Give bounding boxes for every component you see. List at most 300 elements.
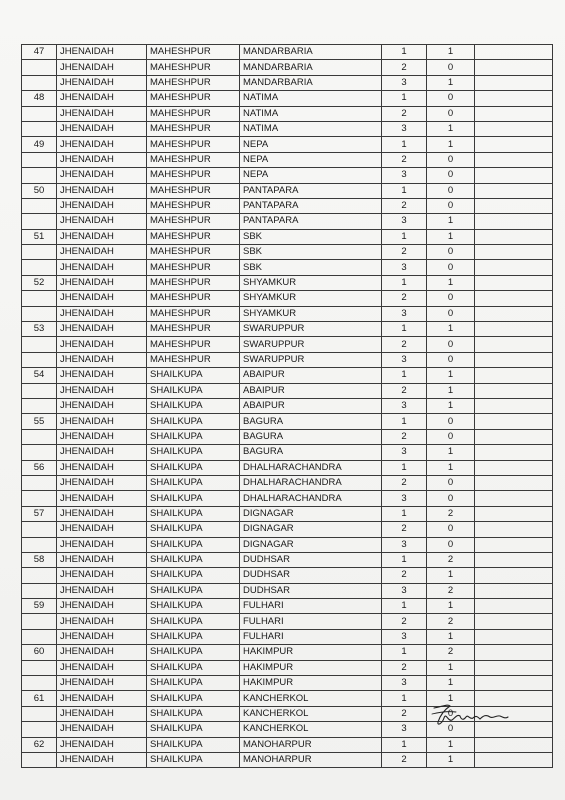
district-cell: JHENAIDAH [57, 706, 147, 721]
ward-cell: 3 [382, 260, 427, 275]
table-row [22, 460, 553, 475]
roster-body [22, 45, 553, 768]
count-cell: 1 [427, 599, 475, 614]
district-cell: JHENAIDAH [57, 722, 147, 737]
table-row [22, 91, 553, 106]
ward-cell: 1 [382, 506, 427, 521]
union-cell: SWARUPPUR [240, 337, 382, 352]
table-row [22, 337, 553, 352]
upazila-cell: SHAILKUPA [147, 552, 240, 567]
ward-cell: 3 [382, 445, 427, 460]
union-cell: SHYAMKUR [240, 275, 382, 290]
count-cell: 0 [427, 91, 475, 106]
blank-cell [475, 583, 553, 598]
district-cell: JHENAIDAH [57, 398, 147, 413]
upazila-cell: MAHESHPUR [147, 152, 240, 167]
ward-cell: 1 [382, 552, 427, 567]
count-cell: 2 [427, 614, 475, 629]
union-cell: HAKIMPUR [240, 676, 382, 691]
table-row [22, 75, 553, 90]
table-row [22, 629, 553, 644]
ward-cell: 3 [382, 168, 427, 183]
blank-cell [475, 260, 553, 275]
union-cell: NATIMA [240, 106, 382, 121]
district-cell: JHENAIDAH [57, 522, 147, 537]
upazila-cell: MAHESHPUR [147, 183, 240, 198]
upazila-cell: MAHESHPUR [147, 137, 240, 152]
count-cell: 1 [427, 445, 475, 460]
count-cell: 2 [427, 645, 475, 660]
union-cell: MANDARBARIA [240, 45, 382, 60]
upazila-cell: SHAILKUPA [147, 414, 240, 429]
table-row [22, 245, 553, 260]
blank-cell [475, 506, 553, 521]
upazila-cell: SHAILKUPA [147, 506, 240, 521]
ward-cell: 3 [382, 676, 427, 691]
upazila-cell: MAHESHPUR [147, 260, 240, 275]
union-cell: MANOHARPUR [240, 752, 382, 767]
table-row [22, 676, 553, 691]
count-cell: 2 [427, 583, 475, 598]
upazila-cell: SHAILKUPA [147, 645, 240, 660]
district-cell: JHENAIDAH [57, 583, 147, 598]
count-cell: 1 [427, 660, 475, 675]
ward-cell: 2 [382, 660, 427, 675]
ward-cell: 3 [382, 629, 427, 644]
district-cell: JHENAIDAH [57, 198, 147, 213]
district-cell: JHENAIDAH [57, 75, 147, 90]
union-cell: NATIMA [240, 121, 382, 136]
union-cell: DHALHARACHANDRA [240, 475, 382, 490]
table-row [22, 491, 553, 506]
district-cell: JHENAIDAH [57, 337, 147, 352]
union-cell: DIGNAGAR [240, 537, 382, 552]
district-cell: JHENAIDAH [57, 383, 147, 398]
count-cell: 1 [427, 691, 475, 706]
serial-cell [22, 568, 57, 583]
serial-cell: 62 [22, 737, 57, 752]
union-cell: SBK [240, 229, 382, 244]
ward-cell: 2 [382, 614, 427, 629]
union-cell: DIGNAGAR [240, 506, 382, 521]
union-cell: SHYAMKUR [240, 291, 382, 306]
serial-cell: 59 [22, 599, 57, 614]
table-row [22, 506, 553, 521]
count-cell: 1 [427, 75, 475, 90]
union-cell: ABAIPUR [240, 383, 382, 398]
upazila-cell: MAHESHPUR [147, 322, 240, 337]
ward-cell: 3 [382, 722, 427, 737]
count-cell: 0 [427, 198, 475, 213]
ward-cell: 2 [382, 198, 427, 213]
serial-cell: 51 [22, 229, 57, 244]
table-row [22, 368, 553, 383]
table-row [22, 137, 553, 152]
count-cell: 0 [427, 260, 475, 275]
district-cell: JHENAIDAH [57, 60, 147, 75]
count-cell: 0 [427, 475, 475, 490]
district-cell: JHENAIDAH [57, 552, 147, 567]
ward-cell: 3 [382, 214, 427, 229]
count-cell: 0 [427, 491, 475, 506]
serial-cell [22, 260, 57, 275]
table-row [22, 198, 553, 213]
table-row [22, 229, 553, 244]
ward-cell: 2 [382, 429, 427, 444]
table-row [22, 352, 553, 367]
union-cell: NATIMA [240, 91, 382, 106]
blank-cell [475, 291, 553, 306]
serial-cell [22, 60, 57, 75]
union-cell: BAGURA [240, 414, 382, 429]
serial-cell [22, 383, 57, 398]
union-cell: SBK [240, 260, 382, 275]
serial-cell: 60 [22, 645, 57, 660]
serial-cell [22, 398, 57, 413]
blank-cell [475, 522, 553, 537]
upazila-cell: SHAILKUPA [147, 629, 240, 644]
count-cell: 1 [427, 322, 475, 337]
count-cell: 0 [427, 60, 475, 75]
serial-cell [22, 75, 57, 90]
union-cell: FULHARI [240, 614, 382, 629]
union-cell: PANTAPARA [240, 183, 382, 198]
table-row [22, 522, 553, 537]
union-cell: ABAIPUR [240, 368, 382, 383]
union-cell: HAKIMPUR [240, 645, 382, 660]
upazila-cell: MAHESHPUR [147, 168, 240, 183]
ward-cell: 2 [382, 60, 427, 75]
table-row [22, 291, 553, 306]
serial-cell [22, 198, 57, 213]
serial-cell: 49 [22, 137, 57, 152]
district-cell: JHENAIDAH [57, 168, 147, 183]
serial-cell [22, 214, 57, 229]
union-cell: SHYAMKUR [240, 306, 382, 321]
district-cell: JHENAIDAH [57, 568, 147, 583]
table-row [22, 660, 553, 675]
district-cell: JHENAIDAH [57, 306, 147, 321]
upazila-cell: SHAILKUPA [147, 614, 240, 629]
blank-cell [475, 168, 553, 183]
count-cell: 0 [427, 306, 475, 321]
table-row [22, 275, 553, 290]
union-cell: DUDHSAR [240, 552, 382, 567]
blank-cell [475, 599, 553, 614]
ward-cell: 2 [382, 383, 427, 398]
table-row [22, 152, 553, 167]
table-row [22, 568, 553, 583]
blank-cell [475, 475, 553, 490]
district-cell: JHENAIDAH [57, 214, 147, 229]
upazila-cell: MAHESHPUR [147, 214, 240, 229]
ward-cell: 2 [382, 706, 427, 721]
table-row [22, 583, 553, 598]
union-cell: MANDARBARIA [240, 60, 382, 75]
ward-cell: 1 [382, 414, 427, 429]
district-cell: JHENAIDAH [57, 121, 147, 136]
district-cell: JHENAIDAH [57, 691, 147, 706]
table-row [22, 445, 553, 460]
ward-cell: 3 [382, 491, 427, 506]
union-cell: FULHARI [240, 629, 382, 644]
serial-cell [22, 676, 57, 691]
blank-cell [475, 137, 553, 152]
count-cell: 1 [427, 275, 475, 290]
upazila-cell: SHAILKUPA [147, 583, 240, 598]
count-cell: 0 [427, 168, 475, 183]
serial-cell [22, 429, 57, 444]
serial-cell: 55 [22, 414, 57, 429]
district-cell: JHENAIDAH [57, 45, 147, 60]
union-cell: KANCHERKOL [240, 706, 382, 721]
serial-cell [22, 306, 57, 321]
ward-cell: 1 [382, 137, 427, 152]
signature-image [430, 700, 510, 730]
blank-cell [475, 368, 553, 383]
count-cell: 0 [427, 706, 475, 721]
count-cell: 0 [427, 522, 475, 537]
upazila-cell: SHAILKUPA [147, 383, 240, 398]
district-cell: JHENAIDAH [57, 737, 147, 752]
district-cell: JHENAIDAH [57, 460, 147, 475]
ward-cell: 2 [382, 475, 427, 490]
union-cell: SWARUPPUR [240, 352, 382, 367]
upazila-cell: SHAILKUPA [147, 398, 240, 413]
union-cell: HAKIMPUR [240, 660, 382, 675]
serial-cell: 50 [22, 183, 57, 198]
serial-cell [22, 752, 57, 767]
union-cell: KANCHERKOL [240, 691, 382, 706]
serial-cell: 47 [22, 45, 57, 60]
district-cell: JHENAIDAH [57, 506, 147, 521]
blank-cell [475, 614, 553, 629]
district-cell: JHENAIDAH [57, 599, 147, 614]
ward-cell: 3 [382, 583, 427, 598]
serial-cell [22, 706, 57, 721]
count-cell: 1 [427, 229, 475, 244]
serial-cell [22, 475, 57, 490]
count-cell: 0 [427, 722, 475, 737]
count-cell: 0 [427, 337, 475, 352]
district-cell: JHENAIDAH [57, 137, 147, 152]
ward-cell: 2 [382, 522, 427, 537]
upazila-cell: SHAILKUPA [147, 691, 240, 706]
ward-cell: 3 [382, 75, 427, 90]
district-cell: JHENAIDAH [57, 429, 147, 444]
count-cell: 1 [427, 676, 475, 691]
serial-cell [22, 121, 57, 136]
district-cell: JHENAIDAH [57, 676, 147, 691]
blank-cell [475, 106, 553, 121]
count-cell: 1 [427, 398, 475, 413]
upazila-cell: MAHESHPUR [147, 121, 240, 136]
union-cell: DIGNAGAR [240, 522, 382, 537]
upazila-cell: SHAILKUPA [147, 460, 240, 475]
upazila-cell: MAHESHPUR [147, 60, 240, 75]
district-cell: JHENAIDAH [57, 106, 147, 121]
blank-cell [475, 445, 553, 460]
table-row [22, 414, 553, 429]
count-cell: 0 [427, 106, 475, 121]
union-cell: MANDARBARIA [240, 75, 382, 90]
district-cell: JHENAIDAH [57, 152, 147, 167]
blank-cell [475, 198, 553, 213]
blank-cell [475, 183, 553, 198]
union-cell: DHALHARACHANDRA [240, 460, 382, 475]
ward-cell: 1 [382, 737, 427, 752]
district-cell: JHENAIDAH [57, 183, 147, 198]
district-cell: JHENAIDAH [57, 752, 147, 767]
count-cell: 1 [427, 368, 475, 383]
serial-cell: 52 [22, 275, 57, 290]
upazila-cell: MAHESHPUR [147, 306, 240, 321]
upazila-cell: MAHESHPUR [147, 352, 240, 367]
serial-cell [22, 337, 57, 352]
ward-cell: 1 [382, 91, 427, 106]
ward-cell: 1 [382, 460, 427, 475]
blank-cell [475, 752, 553, 767]
blank-cell [475, 414, 553, 429]
ward-cell: 1 [382, 599, 427, 614]
blank-cell [475, 45, 553, 60]
district-cell: JHENAIDAH [57, 291, 147, 306]
upazila-cell: MAHESHPUR [147, 245, 240, 260]
table-row [22, 537, 553, 552]
ward-cell: 2 [382, 568, 427, 583]
serial-cell [22, 522, 57, 537]
blank-cell [475, 121, 553, 136]
blank-cell [475, 229, 553, 244]
district-cell: JHENAIDAH [57, 445, 147, 460]
ward-cell: 1 [382, 229, 427, 244]
upazila-cell: MAHESHPUR [147, 91, 240, 106]
table-row [22, 645, 553, 660]
blank-cell [475, 537, 553, 552]
union-cell: DHALHARACHANDRA [240, 491, 382, 506]
serial-cell: 57 [22, 506, 57, 521]
district-cell: JHENAIDAH [57, 629, 147, 644]
serial-cell [22, 106, 57, 121]
table-row [22, 475, 553, 490]
blank-cell [475, 352, 553, 367]
union-cell: DUDHSAR [240, 568, 382, 583]
upazila-cell: SHAILKUPA [147, 676, 240, 691]
table-row [22, 106, 553, 121]
blank-cell [475, 629, 553, 644]
upazila-cell: SHAILKUPA [147, 522, 240, 537]
upazila-cell: SHAILKUPA [147, 568, 240, 583]
blank-cell [475, 214, 553, 229]
count-cell: 0 [427, 414, 475, 429]
union-cell: KANCHERKOL [240, 722, 382, 737]
blank-cell [475, 676, 553, 691]
blank-cell [475, 337, 553, 352]
union-cell: DUDHSAR [240, 583, 382, 598]
table-row [22, 383, 553, 398]
blank-cell [475, 645, 553, 660]
serial-cell: 56 [22, 460, 57, 475]
upazila-cell: MAHESHPUR [147, 106, 240, 121]
blank-cell [475, 91, 553, 106]
upazila-cell: SHAILKUPA [147, 706, 240, 721]
union-cell: FULHARI [240, 599, 382, 614]
blank-cell [475, 398, 553, 413]
serial-cell: 58 [22, 552, 57, 567]
ward-cell: 1 [382, 322, 427, 337]
union-cell: NEPA [240, 152, 382, 167]
union-cell: PANTAPARA [240, 198, 382, 213]
count-cell: 2 [427, 506, 475, 521]
serial-cell [22, 245, 57, 260]
count-cell: 0 [427, 429, 475, 444]
serial-cell [22, 583, 57, 598]
serial-cell [22, 660, 57, 675]
upazila-cell: SHAILKUPA [147, 445, 240, 460]
upazila-cell: MAHESHPUR [147, 45, 240, 60]
table-row [22, 322, 553, 337]
union-cell: ABAIPUR [240, 398, 382, 413]
blank-cell [475, 322, 553, 337]
ward-cell: 1 [382, 368, 427, 383]
district-cell: JHENAIDAH [57, 275, 147, 290]
ward-cell: 2 [382, 337, 427, 352]
blank-cell [475, 737, 553, 752]
upazila-cell: MAHESHPUR [147, 275, 240, 290]
serial-cell [22, 291, 57, 306]
serial-cell [22, 445, 57, 460]
blank-cell [475, 152, 553, 167]
upazila-cell: SHAILKUPA [147, 599, 240, 614]
district-cell: JHENAIDAH [57, 645, 147, 660]
blank-cell [475, 60, 553, 75]
upazila-cell: SHAILKUPA [147, 368, 240, 383]
serial-cell [22, 168, 57, 183]
district-cell: JHENAIDAH [57, 660, 147, 675]
upazila-cell: MAHESHPUR [147, 291, 240, 306]
district-cell: JHENAIDAH [57, 491, 147, 506]
table-row [22, 306, 553, 321]
serial-cell [22, 491, 57, 506]
serial-cell [22, 614, 57, 629]
count-cell: 1 [427, 460, 475, 475]
serial-cell [22, 537, 57, 552]
union-cell: NEPA [240, 168, 382, 183]
union-cell: PANTAPARA [240, 214, 382, 229]
ward-cell: 1 [382, 183, 427, 198]
table-row [22, 614, 553, 629]
table-row [22, 183, 553, 198]
blank-cell [475, 552, 553, 567]
blank-cell [475, 245, 553, 260]
ward-cell: 2 [382, 152, 427, 167]
ward-cell: 1 [382, 645, 427, 660]
table-row [22, 260, 553, 275]
ward-cell: 3 [382, 352, 427, 367]
count-cell: 0 [427, 183, 475, 198]
count-cell: 1 [427, 45, 475, 60]
table-row [22, 45, 553, 60]
upazila-cell: SHAILKUPA [147, 429, 240, 444]
district-cell: JHENAIDAH [57, 352, 147, 367]
district-cell: JHENAIDAH [57, 245, 147, 260]
ward-cell: 1 [382, 691, 427, 706]
district-cell: JHENAIDAH [57, 475, 147, 490]
count-cell: 1 [427, 214, 475, 229]
count-cell: 1 [427, 137, 475, 152]
blank-cell [475, 491, 553, 506]
district-cell: JHENAIDAH [57, 260, 147, 275]
